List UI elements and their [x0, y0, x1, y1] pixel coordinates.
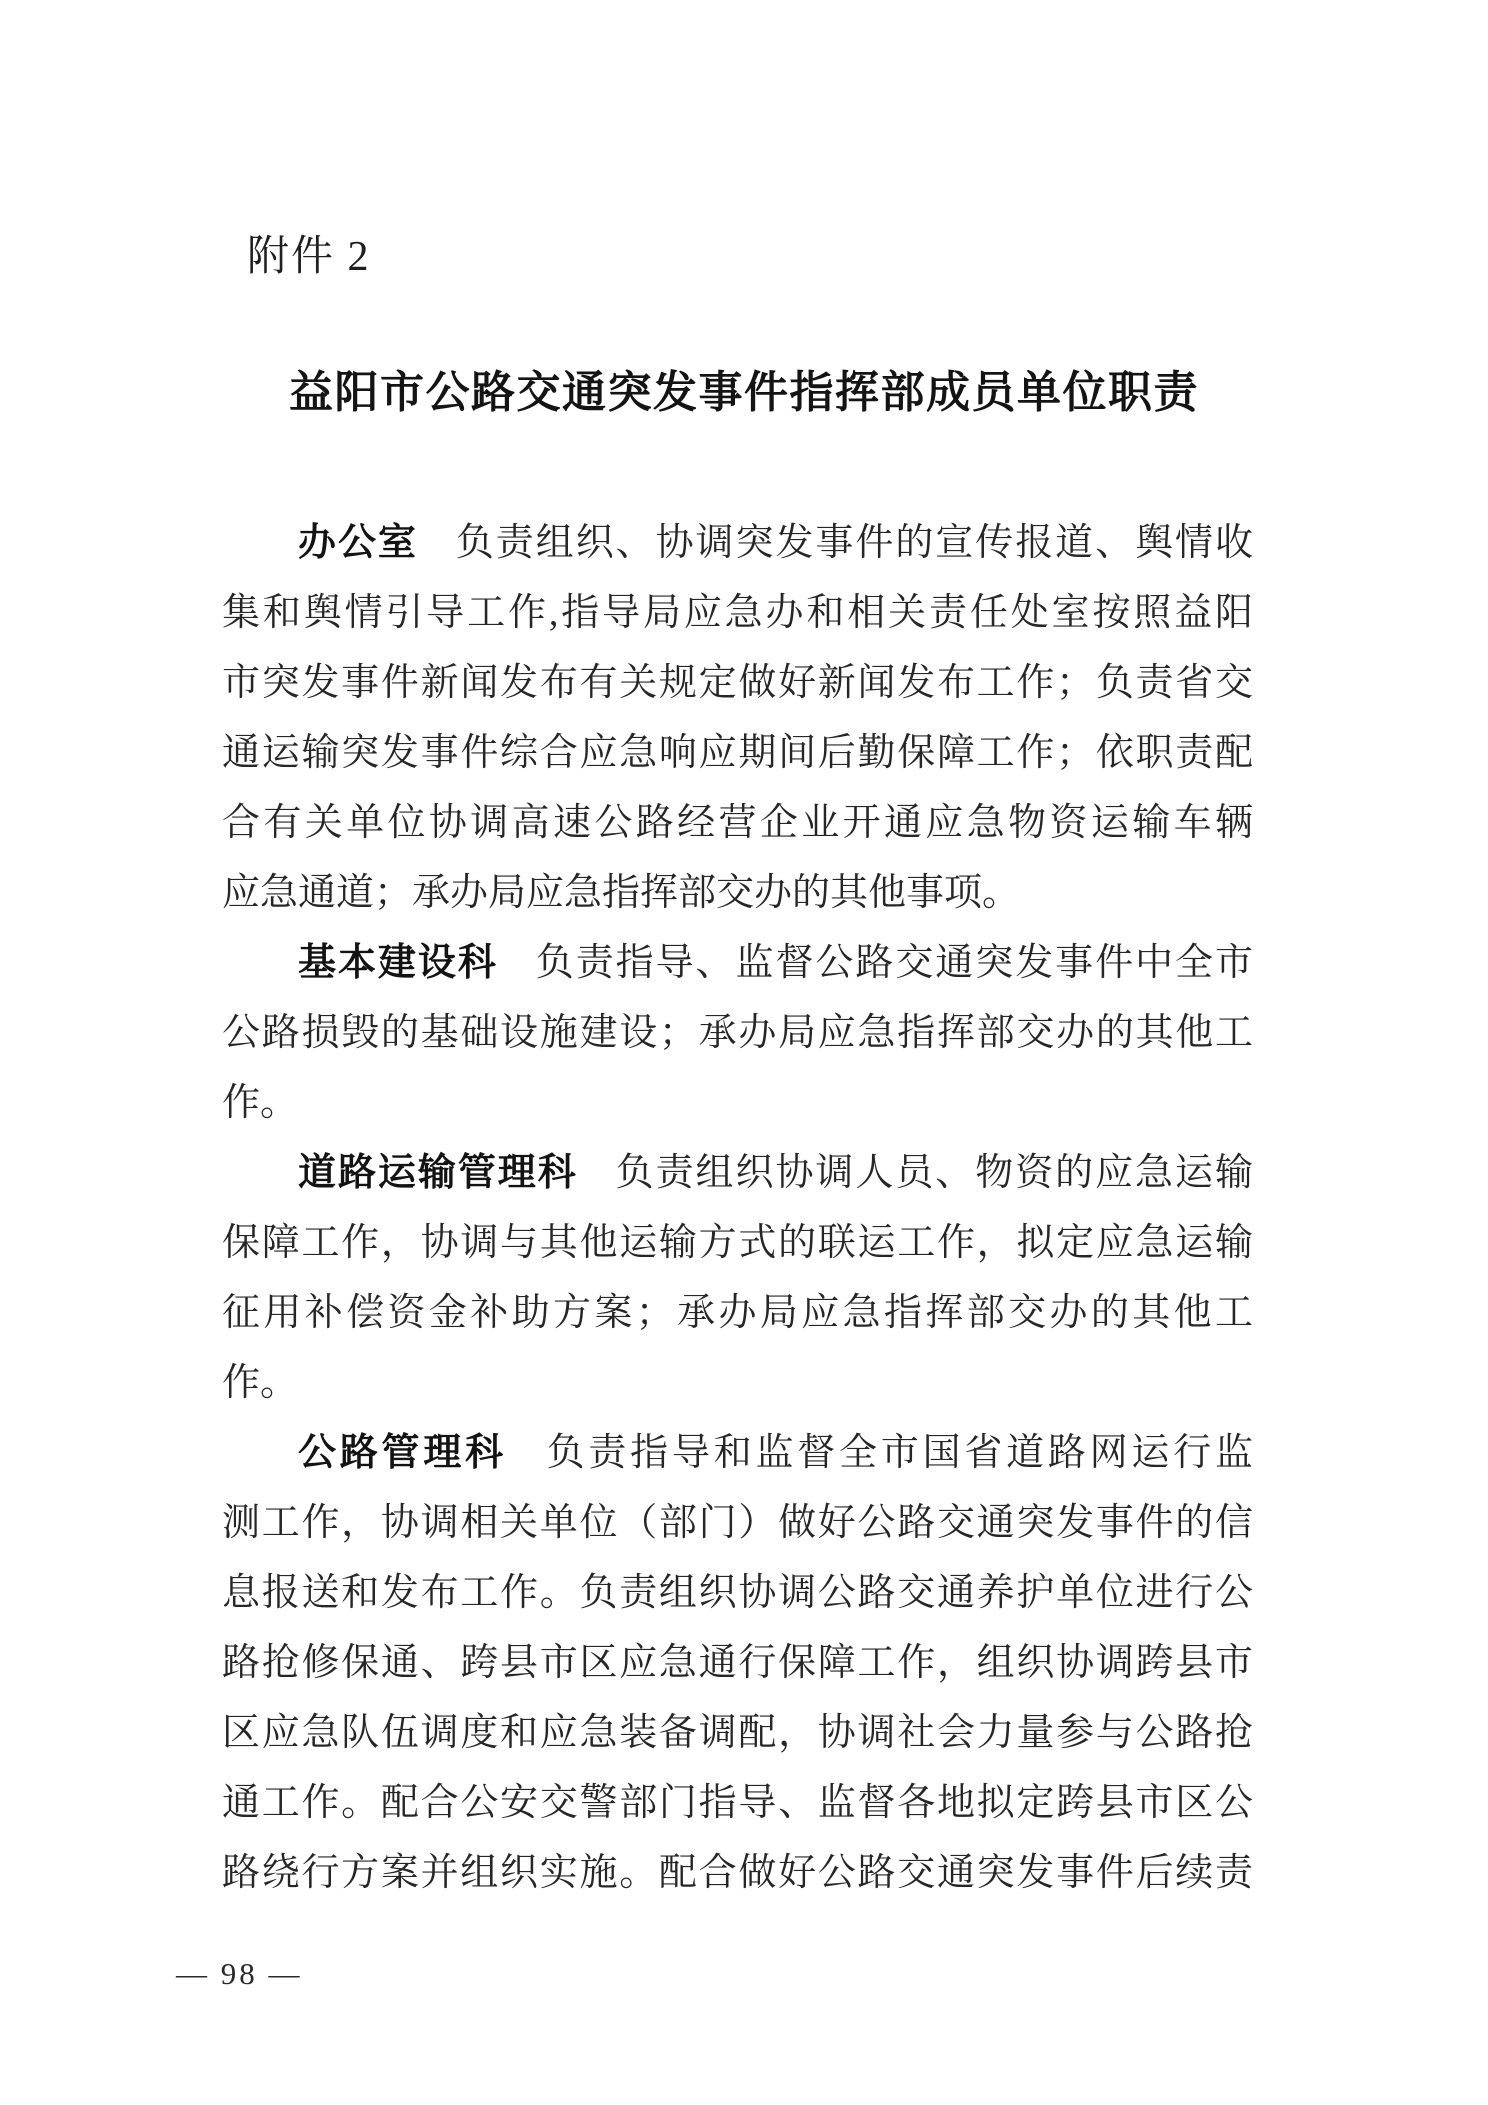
lead-text: 负责组织协调人员、物资的应急运输	[613, 1152, 1253, 1194]
text-line	[222, 928, 1253, 998]
lead-text: 负责组织、协调突发事件的宣传报道、舆情收	[453, 522, 1253, 564]
text-line	[222, 1418, 1253, 1488]
document-body	[222, 508, 1253, 1908]
document-title: 益阳市公路交通突发事件指挥部成员单位职责	[289, 368, 1199, 417]
text-line: 作。	[222, 1362, 299, 1404]
paragraph-basic-construction	[222, 928, 1253, 1138]
section-heading-road-transport: 道路运输管理科	[298, 1152, 578, 1194]
text-line: 征用补偿资金补助方案；承办局应急指挥部交办的其他工	[222, 1292, 1253, 1334]
text-line: 作。	[222, 1082, 299, 1124]
section-heading-basic-construction: 基本建设科	[298, 942, 498, 984]
section-heading-office: 办公室	[298, 522, 418, 564]
section-heading-highway-management: 公路管理科	[298, 1432, 507, 1474]
text-line: 应急通道；承办局应急指挥部交办的其他事项。	[222, 872, 1021, 914]
text-line	[222, 1138, 1253, 1208]
text-line: 合有关单位协调高速公路经营企业开通应急物资运输车辆	[222, 802, 1253, 844]
text-line	[222, 508, 1253, 578]
paragraph-highway-management	[222, 1418, 1253, 1908]
attachment-label: 附件 2	[247, 234, 371, 280]
text-line: 测工作，协调相关单位（部门）做好公路交通突发事件的信	[222, 1502, 1253, 1544]
text-line: 路绕行方案并组织实施。配合做好公路交通突发事件后续责	[222, 1852, 1253, 1894]
text-line: 集和舆情引导工作,指导局应急办和相关责任处室按照益阳	[222, 592, 1253, 634]
text-line: 市突发事件新闻发布有关规定做好新闻发布工作；负责省交	[222, 662, 1253, 704]
page-number: — 98 —	[176, 1956, 303, 1991]
text-line: 路抢修保通、跨县市区应急通行保障工作，组织协调跨县市	[222, 1642, 1253, 1684]
text-line: 区应急队伍调度和应急装备调配，协调社会力量参与公路抢	[222, 1712, 1253, 1754]
lead-text: 负责指导、监督公路交通突发事件中全市	[533, 942, 1253, 984]
text-line: 通工作。配合公安交警部门指导、监督各地拟定跨县市区公	[222, 1782, 1253, 1824]
paragraph-road-transport	[222, 1138, 1253, 1418]
text-line: 公路损毁的基础设施建设；承办局应急指挥部交办的其他工	[222, 1012, 1253, 1054]
text-line: 保障工作，协调与其他运输方式的联运工作，拟定应急运输	[222, 1222, 1253, 1264]
lead-text: 负责指导和监督全市国省道路网运行监	[542, 1432, 1253, 1474]
paragraph-office	[222, 508, 1253, 928]
text-line: 通运输突发事件综合应急响应期间后勤保障工作；依职责配	[222, 732, 1253, 774]
text-line: 息报送和发布工作。负责组织协调公路交通养护单位进行公	[222, 1572, 1253, 1614]
